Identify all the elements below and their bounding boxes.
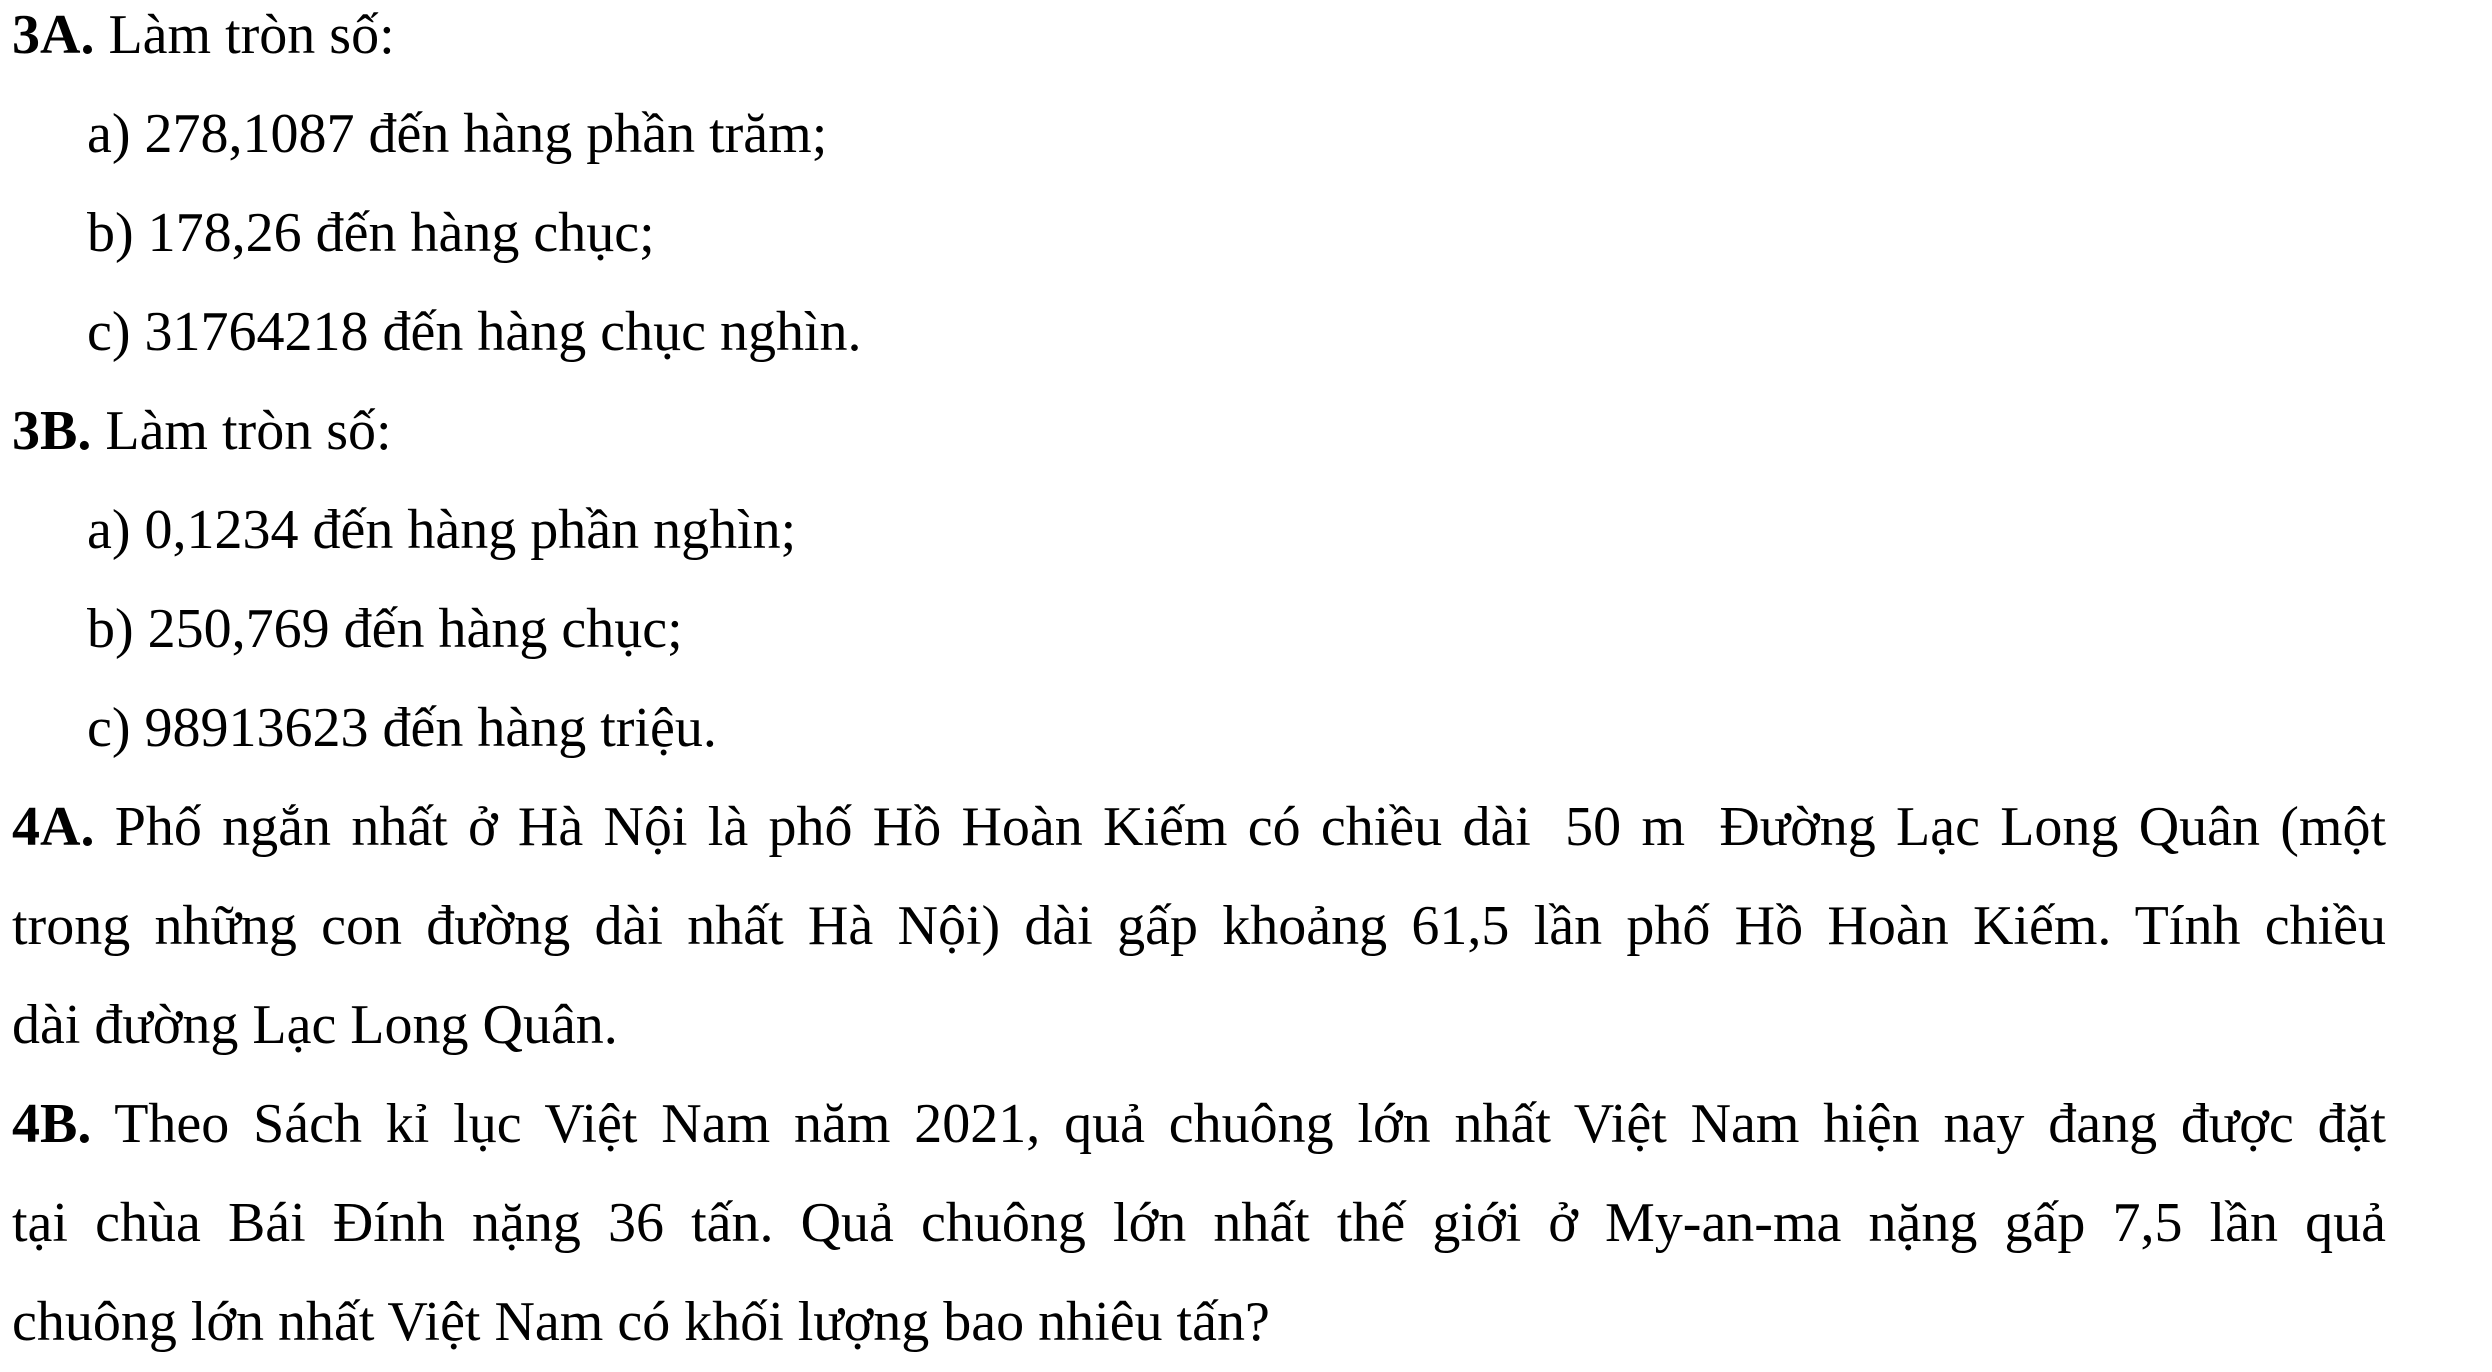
length-value-50m: 50 m: [1565, 796, 1686, 858]
problem-3b-item-a: [12, 481, 2386, 580]
problem-3a-item-a: [12, 85, 2386, 184]
problem-4a-label: 4A.: [12, 796, 95, 858]
item-text: 31764218 đến hàng chục nghìn.: [144, 301, 862, 363]
problem-3a-item-c: [12, 283, 2386, 382]
item-marker: c): [87, 301, 131, 363]
problem-3a-label: 3A.: [12, 4, 95, 66]
item-text: 278,1087 đến hàng phần trăm;: [144, 103, 828, 165]
problem-3a-item-b: [12, 184, 2386, 283]
item-text: 250,769 đến hàng chục;: [147, 598, 683, 660]
problem-3b-item-b: [12, 580, 2386, 679]
problem-4a-text-post: Đường Lạc Long Quân (một: [1719, 796, 2387, 858]
problem-3a-heading: [12, 0, 2386, 85]
problem-3b-heading: [12, 382, 2386, 481]
problem-4b-line-3: chuông lớn nhất Việt Nam có khối lượng bao nhiêu tấn?: [12, 1291, 1270, 1353]
problem-4b-line-2: tại chùa Bái Đính nặng 36 tấn. Quả chuông lớn nhất thế giới ở My-an-ma nặng gấp 7,5 lần quả: [12, 1192, 2386, 1254]
problem-4b-text: Theo Sách kỉ lục Việt Nam năm 2021, quả chuông lớn nhất Việt Nam hiện nay đang được đặt: [114, 1093, 2386, 1155]
problem-4a-line-1: [12, 778, 2386, 877]
problem-3b-item-c: [12, 679, 2386, 778]
item-text: 178,26 đến hàng chục;: [147, 202, 655, 264]
item-text: 0,1234 đến hàng phần nghìn;: [144, 499, 797, 561]
item-marker: b): [87, 202, 134, 264]
problem-4a-line-3: dài đường Lạc Long Quân.: [12, 994, 618, 1056]
problem-4b-label: 4B.: [12, 1093, 92, 1155]
item-text: 98913623 đến hàng triệu.: [144, 697, 717, 759]
problem-3b-label: 3B.: [12, 400, 92, 462]
item-marker: a): [87, 103, 131, 165]
problem-4a-line-2: trong những con đường dài nhất Hà Nội) dài gấp khoảng 61,5 lần phố Hồ Hoàn Kiếm. Tính chiều: [12, 895, 2386, 957]
item-marker: c): [87, 697, 131, 759]
item-marker: a): [87, 499, 131, 561]
problem-3b-title: Làm tròn số:: [105, 400, 392, 462]
item-marker: b): [87, 598, 134, 660]
problem-4b-line-1: [12, 1075, 2386, 1174]
problem-4a-text-pre: Phố ngắn nhất ở Hà Nội là phố Hồ Hoàn Kiếm có chiều dài: [114, 796, 1531, 858]
problem-3a-title: Làm tròn số:: [108, 4, 395, 66]
